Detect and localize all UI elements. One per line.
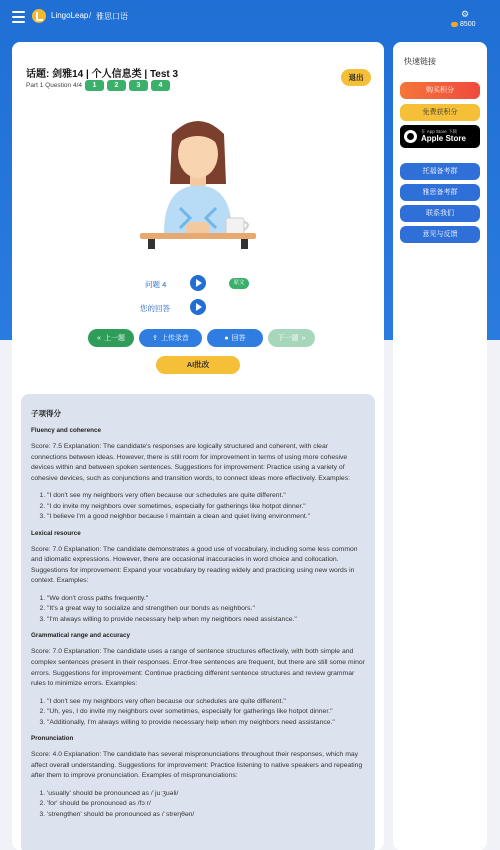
app-store-caption: 在 App Store 下载 [421, 129, 458, 135]
example-item: 2. "It's a great way to socialize and strengthen our bonds as neighbors." [47, 604, 365, 615]
logo-icon[interactable] [32, 9, 46, 23]
apple-icon [404, 130, 417, 143]
criterion-title: Pronunciation [31, 735, 74, 743]
free-points-button[interactable]: 免费获积分 [400, 104, 480, 121]
microphone-icon: ● [224, 334, 229, 342]
original-text-tag[interactable]: 原文 [229, 278, 249, 289]
example-item: 2. 'for' should be pronounced as /fɔːr/ [47, 799, 365, 810]
prev-button[interactable] [88, 329, 134, 347]
top-bar [0, 0, 500, 36]
menu-icon[interactable] [12, 11, 25, 22]
question-chip-2[interactable]: 2 [107, 80, 126, 91]
answer-button[interactable] [207, 329, 263, 347]
example-list [43, 594, 365, 626]
criterion-explanation: Score: 7.0 Explanation: The candidate uses a range of sentence structures effectively, with both simple and complex sentences present in their responses. Error-free sentences are frequent, but there are still some minor errors. Suggestions for improvement: Continue practicing different sentence structures and review grammar rules to minimize errors. Examples: [31, 648, 365, 688]
example-item: 1. "We don't cross paths frequently." [47, 594, 365, 605]
breadcrumb-separator: / [89, 11, 92, 20]
sub-scores-panel [21, 394, 375, 850]
example-item: 2. "Uh, yes, I do invite my neighbors over sometimes, especially for gatherings like hotpot dinner." [47, 707, 365, 718]
action-buttons [88, 329, 315, 347]
exit-button[interactable]: 退出 [341, 69, 371, 86]
criterion-title: Grammatical range and accuracy [31, 632, 131, 640]
example-item: 1. "I don't see my neighbors very often because our schedules are quite different." [47, 697, 365, 708]
criterion-explanation: Score: 4.0 Explanation: The candidate has several mispronunciations throughout their responses, which may affect overall understanding. Suggestions for improvement: Practice listening to native speakers and repeating after them to improve pronunciation. Examples of mispronunciations: [31, 751, 363, 780]
question-chip-3[interactable]: 3 [129, 80, 148, 91]
example-item: 1. 'usually' should be pronounced as /ˈjuːʒuəli/ [47, 789, 365, 800]
chevron-left-icon: « [97, 334, 101, 342]
sub-scores-heading: 子项得分 [31, 409, 61, 418]
toefl-group-link[interactable]: 托福备考群 [400, 163, 480, 180]
question-label: 问题 4 [145, 280, 167, 289]
feedback-link[interactable]: 意见与反馈 [400, 226, 480, 243]
app-store-button[interactable] [400, 125, 480, 148]
upload-recording-button[interactable] [139, 329, 202, 347]
question-chip-4[interactable]: 4 [151, 80, 170, 91]
chevron-right-icon: » [301, 334, 306, 342]
points-value: 8500 [460, 21, 476, 28]
question-nav [85, 80, 170, 91]
criterion-title: Fluency and coherence [31, 427, 101, 434]
example-item: 3. "Additionally, I'm always willing to provide necessary help when my neighbors need assistance." [47, 718, 365, 729]
topic-title: 话题: 剑雅14 | 个人信息类 | Test 3 [26, 69, 179, 80]
answer-label: 回答 [231, 335, 246, 342]
brand-name[interactable]: LingoLeap [51, 11, 89, 20]
contact-us-link[interactable]: 联系我们 [400, 205, 480, 222]
question-chip-1[interactable]: 1 [85, 80, 104, 91]
criterion-explanation: Score: 7.5 Explanation: The candidate's responses are logically structured and coherent, with clear connections between ideas. However, there is still room for improvement in terms of using more cohesive devices within and between spoken sentences. Suggestions for improvement: Practice using a variety of cohesive devices, such as conjunctions and transition words, to connect ideas more effectively. Examples: [31, 443, 350, 482]
breadcrumb-current[interactable]: 雅思口语 [96, 12, 128, 21]
criterion-explanation: Score: 7.0 Explanation: The candidate demonstrates a good use of vocabulary, including some less common and idiomatic expressions. However, there are occasional inaccuracies in word choice and collocation. Suggestions for improvement: Expand your vocabulary by reading widely and practicing using new words in context. Examples: [31, 545, 358, 585]
example-item: 3. "I believe I'm a good neighbor because I maintain a clean and quiet living environment." [47, 512, 365, 523]
next-button[interactable] [268, 329, 315, 347]
your-answer-label: 您的回答 [140, 304, 170, 313]
example-item: 1. "I don't see my neighbors very often because our schedules are quite different." [47, 491, 365, 502]
example-list [43, 491, 365, 523]
ai-grading-button[interactable]: AI批改 [156, 356, 240, 374]
app-store-label: Apple Store [421, 133, 466, 143]
quick-links-title: 快速链接 [404, 57, 436, 66]
example-list [43, 697, 365, 729]
example-item: 3. "I'm always willing to provide necessary help when my neighbors need assistance." [47, 615, 365, 626]
ielts-group-link[interactable]: 雅思备考群 [400, 184, 480, 201]
part-label: Part 1 Question 4/4 [26, 82, 83, 89]
practice-card [12, 42, 384, 850]
example-item: 3. 'strengthen' should be pronounced as /ˈstreŋθən/ [47, 810, 365, 821]
example-list [43, 789, 365, 821]
points-display[interactable] [451, 21, 476, 28]
prev-label: 上一题 [103, 335, 125, 342]
example-item: 2. "I do invite my neighbors over sometimes, especially for gatherings like hotpot dinner." [47, 502, 365, 513]
upload-icon: ⇪ [152, 335, 158, 342]
coin-icon [451, 22, 458, 27]
criterion-title: Lexical resource [31, 529, 81, 537]
upload-label: 上传录音 [160, 335, 189, 342]
next-label: 下一题 [277, 335, 299, 342]
buy-points-button[interactable]: 购买积分 [400, 82, 480, 99]
gear-icon[interactable]: ⚙ [461, 9, 470, 19]
examiner-avatar [128, 112, 268, 252]
quick-links-card [393, 42, 487, 850]
play-answer-button[interactable] [190, 299, 206, 315]
play-question-button[interactable] [190, 275, 206, 291]
